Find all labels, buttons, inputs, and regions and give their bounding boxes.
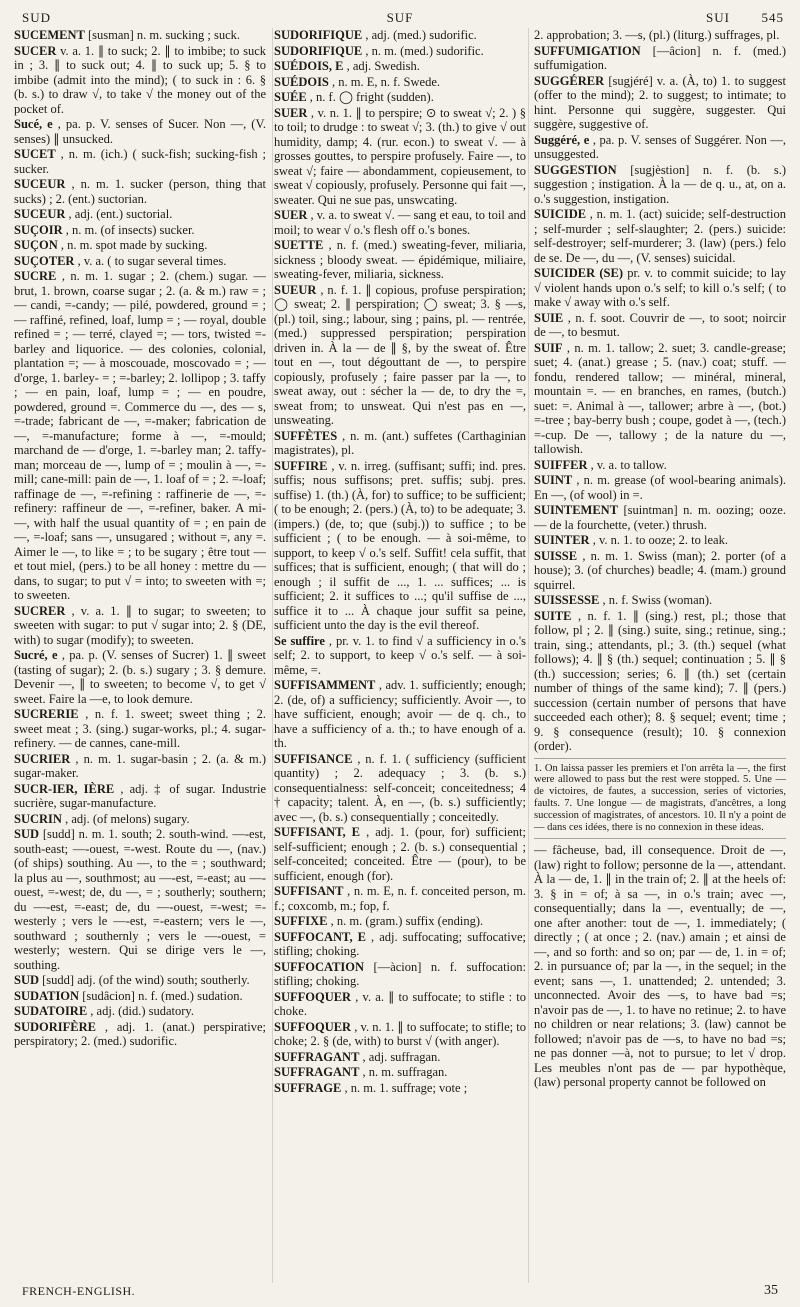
entry-headword: SUDATOIRE (14, 1004, 88, 1018)
entry-definition: , n. m. (of insects) sucker. (65, 222, 195, 237)
entry-headword: Sucé, e (14, 117, 53, 131)
entry-definition: , n. m. E, n. f. Swede. (332, 74, 440, 89)
entry-definition: , pa. p. (V. senses of Sucrer) 1. ∥ sweet (tasting of sugar); 2. (b. s.) sugary ; 3. § demure. Devenir —, ∥ to sweeten; to become √, to get √ sweet. Faire la —e, to look demure. (14, 648, 266, 706)
column-3 (534, 28, 786, 1283)
dictionary-entry (274, 208, 526, 237)
usage-examples-note: 1. On laissa passer les premiers et l'on arrêta la —, the first were allowed to pass but the rest were stopped. 5. Une — de victoires, de fautes, a succession, series of victories, faults. 7. Une longue — de magistrats, d'ancêtres, a long succession of magistrates, of ancestors. 10. Il n'y a point de — dans ces idées, there is no connexion in these ideas. (534, 762, 786, 834)
dictionary-entry (534, 311, 786, 340)
entry-definition: , v. n. 1. ∥ to suffocate; to stifle; to choke; 2. § (de, with) to burst √ (with anger). (274, 1019, 526, 1048)
entry-headword: SUFFRAGANT (274, 1065, 360, 1079)
entry-definition: , adj. 1. (anat.) perspirative; perspiratory; 2. (med.) sudorific. (14, 1019, 266, 1048)
dictionary-entry (14, 827, 266, 972)
page-footer (22, 1281, 778, 1299)
dictionary-entry (274, 44, 526, 59)
entry-headword: SUETTE (274, 238, 324, 252)
dictionary-entry (14, 147, 266, 176)
entry-definition: , n. m. 1. sucker (person, thing that sucks) ; 2. (ent.) suctorian. (14, 177, 266, 206)
entry-definition: [susman] n. m. sucking ; suck. (87, 28, 241, 42)
header-page-number: 545 (761, 10, 784, 25)
entry-headword: SUCRERIE (14, 707, 79, 721)
entry-definition: , n. m. suffragan. (362, 1065, 448, 1079)
entry-headword: SUFFUMIGATION (534, 43, 641, 58)
entry-headword: SUIF (534, 340, 563, 355)
dictionary-entry (14, 1020, 266, 1049)
entry-definition: , n. m. 1. suffrage; vote ; (344, 1080, 468, 1095)
dictionary-entry (14, 648, 266, 706)
dictionary-entry (274, 283, 526, 428)
entry-definition: , v. a. ( to sugar several times. (77, 253, 227, 268)
dictionary-entry (534, 207, 786, 265)
entry-definition: , v. a. 1. ∥ to sugar; to sweeten; to sweeten with sugar: to put √ sugar into; 2. § (DE, with) to sugar (modify); to sweeten. (14, 603, 266, 647)
entry-headword: SUFFIXE (274, 914, 328, 928)
entry-definition: [sugjèstion] n. f. (b. s.) suggestion ; instigation. À la — de q. u., at, on a. o.'s suggestion, instigation. (534, 162, 786, 206)
dictionary-entry (274, 238, 526, 282)
entry-headword: SUINTER (534, 533, 590, 547)
dictionary-entry (14, 207, 266, 222)
column-2 (274, 28, 526, 1283)
columns (14, 28, 786, 1283)
entry-definition: , adj. ‡ of sugar. Industrie sucrière, sugar-manufacture. (14, 781, 266, 810)
dictionary-entry (274, 1081, 526, 1096)
entry-definition: , adv. 1. sufficiently; enough; 2. (de, of) a sufficiency; sufficiently. Avoir —, to have sufficient, enough; avoir — de q. ch., to have a sufficiency of a. th.; to have enough of a. th. (274, 678, 526, 750)
entry-definition: , v. a. to tallow. (590, 457, 667, 472)
entry-headword: SUCER (14, 43, 57, 58)
dictionary-entry (534, 163, 786, 207)
dictionary-entry (534, 28, 786, 43)
entry-definition: , adj. 1. (pour, for) sufficient; self-sufficient; enough ; 2. (b. s.) consequential ; self-conceited; conceited. Être — (pour), to be sufficient, enough (for). (274, 825, 526, 883)
entry-definition: , n. f. ◯ fright (sudden). (309, 90, 434, 104)
entry-headword: SUIE (534, 310, 564, 325)
header-left-guideword: SUD (22, 10, 52, 25)
entry-definition: [sudd] adj. (of the wind) south; southerly. (42, 973, 250, 987)
entry-definition: , n. m. (ant.) suffetes (Carthaginian magistrates), pl. (274, 428, 526, 457)
dictionary-entry (274, 825, 526, 883)
entry-definition: , pr. v. 1. to find √ a sufficiency in o.'s self; 2. to support, to keep √ o.'s self. — à soi-même, =. (274, 633, 526, 677)
dictionary-entry (274, 429, 526, 458)
entry-headword: SUÉE (274, 90, 307, 104)
entry-definition: , n. m. E, n. f. conceited person, m. f.; coxcomb, m.; fop, f. (274, 884, 526, 913)
entry-definition: , adj. (ent.) suctorial. (68, 207, 173, 221)
dictionary-entry (14, 1004, 266, 1019)
entry-headword: SUDATION (14, 988, 80, 1003)
dictionary-entry (274, 59, 526, 74)
dictionary-entry (14, 989, 266, 1004)
entry-definition: , adj. suffocating; suffocative; stifling; choking. (274, 929, 526, 958)
entry-headword: SUCRIN (14, 811, 62, 826)
dictionary-entry (274, 884, 526, 913)
dictionary-entry (534, 44, 786, 73)
dictionary-entry (14, 223, 266, 238)
entry-headword: SUGGÉRER (534, 73, 605, 88)
entry-headword: SUFFIRE (274, 458, 328, 473)
dictionary-entry (14, 604, 266, 648)
entry-headword: SUFFOCATION (274, 959, 365, 974)
entry-headword: SUDORIFIQUE (274, 43, 363, 58)
entry-headword: SUFFISAMMENT (274, 678, 376, 692)
entry-headword: SUFFISANCE (274, 751, 353, 766)
entry-headword: SUISSE (534, 548, 578, 563)
entry-definition: , n. m. spot made by sucking. (60, 238, 208, 252)
dictionary-entry (274, 752, 526, 825)
entry-definition: , n. f. 1. ∥ (sing.) rest, pl.; those that follow, pl ; 2. ∥ (sing.) suite, sing.; retinue, sing.; train, sing.; attendants, pl.; 3. (th.) sequel (what follows); 4. ∥ § (th.) sequel; continuation ; 5. ∥ § (th.) succession; series; 6. ∥ (th.) set (certain number of things of the same kind); 7. ∥ (pers.) succession (certain number of persons that have succeeded each other); 8. § sequel; event; time ; 9. § consequence (result); 10. § connexion (order). (534, 608, 786, 753)
dictionary-entry (274, 1050, 526, 1065)
dictionary-entry (534, 473, 786, 502)
dictionary-entry (274, 459, 526, 633)
entry-definition: [sugjéré] v. a. (À, to) 1. to suggest (offer to the mind); 2. to suggest; to intimate; to hint. Personne qui suggère, suggester. Qui suggère, suggestive of. (534, 73, 786, 131)
entry-definition: , n. m. (ich.) ( suck-fish; sucking-fish ; sucker. (14, 147, 266, 176)
entry-definition: , n. m. 1. sugar ; 2. (chem.) sugar. — brut, 1. brown, coarse sugar ; 2. (a. & m.) raw = ; — candi, =-candy; — pilé, powdered, ground = ; — raffiné, refined, loaf, lump = ; — royal, double refined = ; — terré, clayed =; — tors, twisted =-barley and liquorice. — des colonies, colonial, plantation =; — à moscouade, moscovado = ; — d'orge, 1. barley- = ; =-barley; 2. lollipop ; 3. taffy ; — en pain, loaf, lump = ; — en poudre, powdered, ground =. Commerce du —, des — s, =-trade; fabricant de —, =-maker; fabrication de —, =-manufacture; forme à —, =-mould; marchand de — d'orge, 1. =-barley man; 2. taffy-man; morceau de —, lump of = ; moulin à —, =-mill; cane-mill: pain de —, 1. loaf of = ; 2. =-loaf; raffinage de —, =-refining : raffinerie de —, =-refinery: raffineur de —, =-refiner, baker. A mi-—, with half the usual quantity of = ; en pain de —, =-loaf; sans —, unsugared ; without =, any =. Aimer le —, to like = ; to be sugary ; être tout — et tout miel, (pers.) to be all honey : mettre du — dans, to sugar; to put √ = into; to sweeten with =; to sweeten. (14, 269, 266, 602)
entry-headword: SUFFOQUER (274, 989, 352, 1004)
entry-definition: 2. approbation; 3. —s, (pl.) (liturg.) suffrages, pl. (534, 28, 780, 42)
entry-definition: , n. m. (med.) sudorific. (365, 43, 484, 58)
entry-definition: , n. f. Swiss (woman). (602, 593, 713, 607)
entry-definition: , n. m. (gram.) suffix (ending). (330, 914, 484, 928)
header-right-guideword: SUI (706, 10, 730, 25)
dictionary-entry (274, 28, 526, 43)
dictionary-entry (274, 960, 526, 989)
entry-headword: Se suffire (274, 633, 325, 648)
entry-definition: , n. m. 1. sugar-basin ; 2. (a. & m.) sugar-maker. (14, 751, 266, 780)
entry-definition: , adj. (med.) sudorific. (365, 28, 477, 42)
dictionary-entry (534, 133, 786, 162)
entry-headword: SUISSESSE (534, 593, 600, 607)
dictionary-entry (14, 44, 266, 117)
entry-definition: , v. a. to sweat √. — sang et eau, to toil and moil; to wear √ o.'s flesh off o.'s bones. (274, 208, 526, 237)
entry-headword: SUFFISANT (274, 884, 344, 898)
entry-headword: SUCEUR (14, 177, 66, 191)
entry-headword: SUCR-IER, IÈRE (14, 781, 115, 796)
column-1 (14, 28, 266, 1283)
entry-definition: , n. m. 1. tallow; 2. suet; 3. candle-grease; suet; 4. (anat.) grease ; 5. (nav.) coat; stuff. — fondu, rendered tallow; — minéral, mineral, mountain =. — en branches, en rames, (butch.) suet: =. Animal à —, tallower; arbre à —, (bot.) =-tree ; bay-berry bush ; coupe, godet à —, (tech.) =-cup. De —, tallowy ; de la nature du —, tallowish. (534, 340, 786, 456)
entry-definition: — fâcheuse, bad, ill consequence. Droit de —, (law) right to follow; personne de la —, attendant. À la — de, 1. ∥ in the train of; 2. ∥ at the heels of: 3. § in = of; à sa —, in o.'s train; avec —, consequentially; dans la —, eventually; de —, one after another: tout de —, 1. immediately; ( directly ; ( at once ; 2. (nav.) amain ; et ainsi de —, and so forth: and so on; par — de, 1. in = of; 2. in pursuance of; par la —, in the sequel; in the event; sans —, 1. unattended; 2. untended; 3. unconnected. Avoir des —s, to have bad =s; n'avoir pas de —, 1. to have no retinue; 2. to have no children or near relations; 3. (law) cannot be followed; n'avoir pas de —s, to have no bad =s; ne pas donner —à, not to pursue; to let √ drop. Les meubles n'ont pas de — par hypothèque, (law) personal property cannot be followed on (534, 843, 786, 1090)
entry-headword: SUDORIFÈRE (14, 1019, 96, 1034)
dictionary-entry (534, 266, 786, 310)
entry-headword: SUGGESTION (534, 162, 617, 177)
dictionary-entry (14, 752, 266, 781)
dictionary-entry (274, 1020, 526, 1049)
signature-number: 35 (764, 1283, 778, 1298)
dictionary-entry (534, 609, 786, 754)
entry-headword: SUFFÈTES (274, 428, 338, 443)
entry-definition: , adj. (of melons) sugary. (65, 811, 190, 826)
entry-headword: SUÇOIR (14, 222, 63, 237)
entry-headword: SUINTEMENT (534, 503, 619, 517)
entry-definition: , pa. p. V. senses of Suggérer. Non —, unsuggested. (534, 132, 786, 161)
entry-definition: , n. f. 1. ( sufficiency (sufficient quantity) ; 2. adequacy ; 3. (b. s.) consequentialness: self-conceit; conceitedness; 4 † capacity; talent. À, en —, (b. s.) sufficiently; avec —, (b. s.) consequentially ; conceitedly. (274, 751, 526, 824)
entry-headword: SUFFOQUER (274, 1019, 352, 1034)
entry-definition: [—àcion] n. f. suffocation: stifling; choking. (274, 959, 526, 988)
entry-definition: , n. m. 1. (act) suicide; self-destruction ; self-murder ; self-slaughter; 2. (pers.) suicide: self-destroyer; self-murderer; 3. (law) (pers.) felo de se. De —, du —, (V. senses) suicidal. (534, 207, 786, 265)
entry-headword: SUINT (534, 473, 573, 487)
entry-definition: , n. f. 1. ∥ copious, profuse perspiration; ◯ sweat; 2. ∥ perspiration; ◯ sweat; 3. § —s, (pl.) toil, sing.; labour, sing ; pains, pl. — rentrée, (med.) suppressed perspiration; perspiration driven in. À la — de ∥ §, by the sweat of. Être tout en —, tout dégouttant de —, to perspire copiously, profusely ; faire passer par la —, to sweat away, out : sécher la — de, to dry the =, sweat from; to unsweat. Qui n'est pas en —, unsweating. (274, 282, 526, 427)
entry-definition: , v. n. irreg. (suffisant; suffi; ind. pres. suffis; nous suffisons; pret. suffis; subj. pres. suffise) 1. (th.) (À, for) to suffice; to be sufficient; ( to be enough; 2. (pers.) (À, to) to be adequate; 3. (impers.) (de, to; que (subj.)) to suffice ; to be sufficient ; ( to be enough. — à soi-même, to support, to keep √ o.'s self. Suffit! cela suffit, that suffices; that is sufficient, enough; ( that will do ; enough ; il suffit de ..., 1. ... suffices; ... is sufficient; 2. it suffices to ...; qu'il suffise de ..., suffice it to ... À chaque jour suffit sa peine, sufficient unto the day is the evil thereof. (274, 458, 526, 632)
dictionary-entry (274, 930, 526, 959)
entry-definition: , adj. Swedish. (346, 59, 420, 73)
entry-headword: SUCRIER (14, 751, 71, 766)
entry-headword: SUER (274, 208, 308, 222)
entry-headword: SUEUR (274, 282, 317, 297)
footer-label: FRENCH-ENGLISH. (22, 1284, 136, 1298)
dictionary-entry (14, 28, 266, 43)
dictionary-entry (274, 914, 526, 929)
entry-definition: , v. a. ∥ to suffocate; to stifle : to choke. (274, 989, 526, 1018)
dictionary-entry (14, 238, 266, 253)
dictionary-entry (534, 458, 786, 473)
dictionary-entry (14, 973, 266, 988)
entry-definition: , n. f. (med.) sweating-fever, miliaria, sickness ; bloody sweat. — épidémique, miliaire, sweating-fever, miliaria, sickness. (274, 238, 526, 281)
dictionary-entry (274, 1065, 526, 1080)
dictionary-entry (534, 549, 786, 593)
entry-definition: , n. m. 1. Swiss (man); 2. porter (of a house); 3. (of churches) beadle; 4. (mam.) ground squirrel. (534, 548, 786, 592)
header-center-guideword: SUF (386, 10, 414, 25)
entry-definition: , adj. (did.) sudatory. (90, 1004, 194, 1018)
entry-definition: , v. n. 1. to ooze; 2. to leak. (592, 533, 728, 547)
entry-headword: Suggéré, e (534, 132, 590, 147)
dictionary-entry (14, 254, 266, 269)
entry-headword: Sucré, e (14, 648, 58, 662)
entry-definition: , n. f. soot. Couvrir de —, to soot; noircir de —, to besmut. (534, 310, 786, 339)
dictionary-entry (274, 106, 526, 208)
dictionary-entry (534, 843, 786, 1090)
entry-headword: SUFFISANT, E (274, 825, 361, 839)
entry-headword: SUICIDER (SE) (534, 266, 623, 280)
entry-headword: SUFFRAGANT (274, 1049, 360, 1064)
entry-definition: [suintman] n. m. oozing; ooze. — de la fourchette, (veter.) thrush. (534, 503, 786, 532)
entry-headword: SUER (274, 105, 308, 120)
dictionary-entry (274, 990, 526, 1019)
dictionary-entry (534, 533, 786, 548)
entry-definition: , adj. suffragan. (362, 1049, 441, 1064)
entry-headword: SUICIDE (534, 207, 587, 221)
entry-definition: v. a. 1. ∥ to suck; 2. ∥ to imbibe; to suck in ; 3. ∥ to suck out; 4. ∥ to suck up; 5. § to imbibe (admit into the mind); ( to suck in : 6. § (b. s.) to draw √, to take √ the money out of the pocket of. (14, 43, 266, 116)
entry-headword: SUÉDOIS (274, 74, 329, 89)
entry-headword: SUÉDOIS, E (274, 59, 344, 73)
entry-headword: SUIFFER (534, 457, 588, 472)
entry-definition: [sudd] n. m. 1. south; 2. south-wind. —-est, south-east; —-ouest, =-west. Route du —, (nav.) (of ships) southing. Au —, to the = ; southward; la plus au —, southmost; au —-est, =-east; au —-ouest, =-west; de, du —, = ; southerly; southern; du —-est, =-east; de, du —-ouest, =-west; =-westerly ; vers le —-est, =-eastern; vers le —, southward ; southernly ; vers le —-ouest, = westerly; western. Qui se dirige vers le —, southing. (14, 827, 266, 972)
entry-headword: SUCEMENT (14, 28, 85, 42)
dictionary-entry (14, 269, 266, 603)
entry-definition: , pa. p. V. senses of Sucer. Non —, (V. senses) ∥ unsucked. (14, 117, 266, 146)
dictionary-entry (14, 177, 266, 206)
entry-definition: pr. v. to commit suicide; to lay √ violent hands upon o.'s self; to kill o.'s self; ( to make √ away with o.'s self. (534, 266, 786, 309)
dictionary-entry (274, 75, 526, 90)
entry-headword: SUCRER (14, 603, 66, 618)
entry-definition: [sudâcion] n. f. (med.) sudation. (82, 988, 243, 1003)
dictionary-entry (14, 782, 266, 811)
dictionary-entry (274, 634, 526, 678)
entry-headword: SUITE (534, 608, 572, 623)
dictionary-entry (534, 593, 786, 608)
dictionary-entry (14, 117, 266, 146)
entry-definition: , n. m. grease (of wool-bearing animals). En —, (of wool) in =. (534, 473, 786, 502)
dictionary-entry (534, 341, 786, 457)
entry-headword: SUFFOCANT, E (274, 929, 366, 944)
entry-headword: SUÇON (14, 238, 58, 252)
entry-headword: SUD (14, 973, 40, 987)
dictionary-entry (534, 74, 786, 132)
entry-headword: SUCEUR (14, 207, 66, 221)
dictionary-entry (274, 90, 526, 105)
note-rule (534, 838, 786, 839)
dictionary-entry (14, 707, 266, 751)
entry-headword: SUD (14, 827, 40, 841)
entry-headword: SUFFRAGE (274, 1080, 342, 1095)
dictionary-entry (534, 503, 786, 532)
entry-definition: , n. f. 1. sweet; sweet thing ; 2. sweet meat ; 3. (sing.) sugar-works, pl.; 4. sugar-refinery. — de cannes, cane-mill. (14, 707, 266, 750)
entry-definition: , v. n. 1. ∥ to perspire; ⊙ to sweat √; 2. ) § to toil; to drudge : to sweat √; 3. (th.) to give √ out humidity, damp; 4. (rur. econ.) to sweat √. — à grosses gouttes, to perspire profusely. Faire —, to sweat √; faire — abondamment, copieusement, to sweat √ copiously, profusely. Personne qui fait —, sweater. Qui ne sue pas, unswcating. (274, 105, 526, 207)
note-rule (534, 758, 786, 759)
entry-headword: SUCET (14, 147, 56, 161)
dictionary-entry (14, 812, 266, 827)
entry-headword: SUCRE (14, 269, 57, 283)
dictionary-entry (274, 678, 526, 751)
entry-definition: [—âcion] n. f. (med.) suffumigation. (534, 43, 786, 72)
entry-headword: SUÇOTER (14, 253, 75, 268)
entry-headword: SUDORIFIQUE (274, 28, 363, 42)
